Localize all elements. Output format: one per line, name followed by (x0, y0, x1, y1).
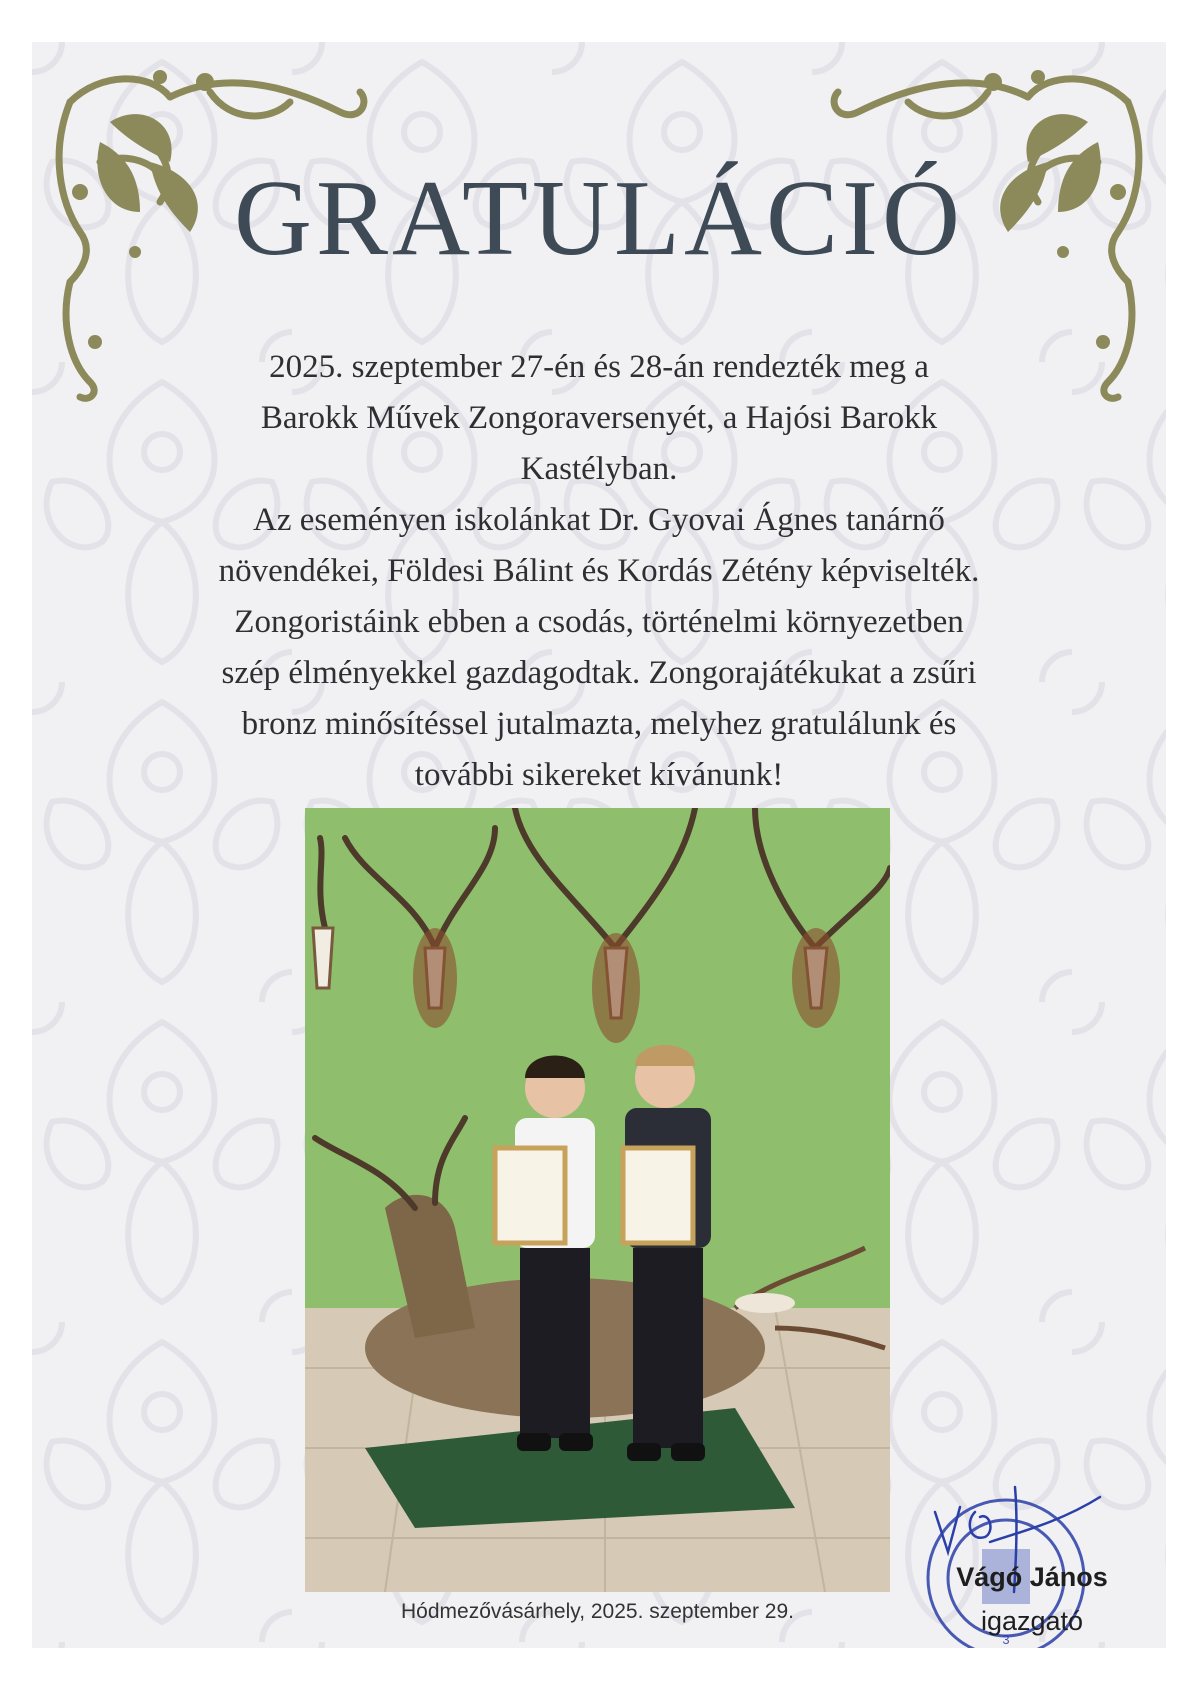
text-line: Zongoristáink ebben a csodás, történelmi környezetben (234, 604, 964, 640)
text-line: 2025. szeptember 27-én és 28-án rendezték meg a (269, 349, 929, 385)
text-line: bronz minősítéssel jutalmazta, melyhez gratulálunk és (241, 706, 957, 742)
place-date-caption: Hódmezővásárhely, 2025. szeptember 29. (401, 1600, 794, 1623)
svg-text:3: 3 (1002, 1632, 1010, 1647)
event-photo (305, 808, 890, 1592)
page-title: GRATULÁCIÓ (234, 159, 964, 278)
announcement-text (142, 342, 1056, 801)
text-line: szép élményekkel gazdagodtak. Zongorajátékukat a zsűri (221, 655, 977, 691)
text-line: Az eseményen iskolánkat Dr. Gyovai Ágnes tanárnő (253, 502, 945, 538)
text-line: Kastélyban. (520, 451, 678, 487)
signer-name: Vágó János (956, 1562, 1108, 1592)
text-line: Barokk Művek Zongoraversenyét, a Hajósi Barokk (260, 400, 938, 436)
text-line: további sikereket kívánunk! (414, 757, 784, 793)
signer-role: igazgató (980, 1606, 1084, 1636)
certificate-sheet (32, 42, 1166, 1648)
text-line: növendékei, Földesi Bálint és Kordás Zétény képviselték. (218, 553, 980, 589)
